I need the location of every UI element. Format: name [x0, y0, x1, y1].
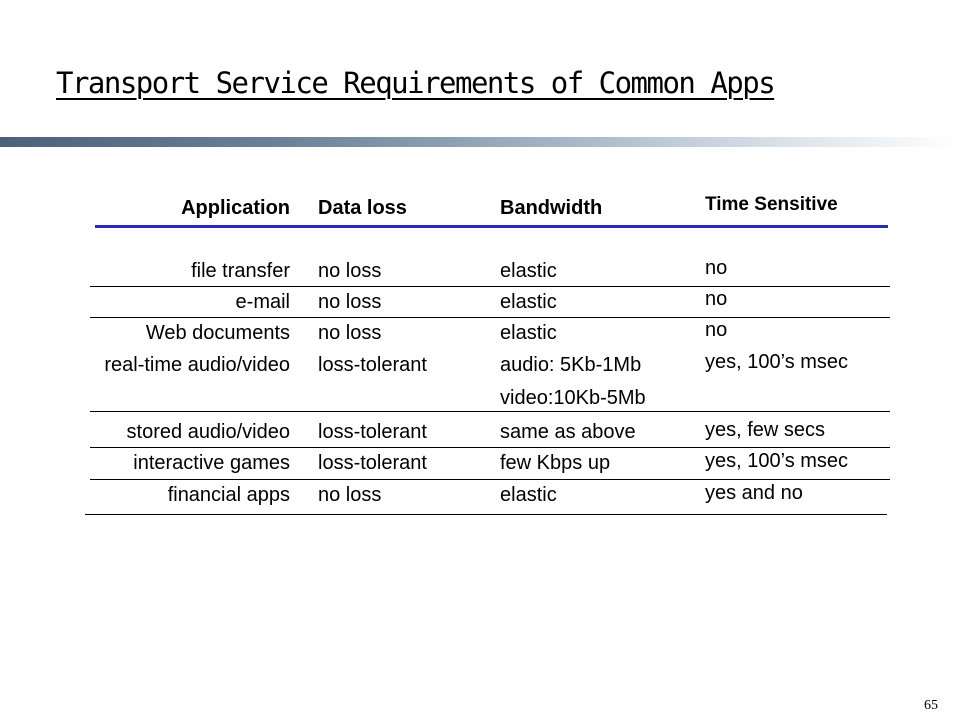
row-time-sensitive: no	[705, 257, 728, 279]
row-time-sensitive: no	[705, 319, 728, 341]
row-divider	[90, 317, 890, 318]
slide-title: Transport Service Requirements of Common Apps	[56, 66, 775, 100]
row-data-loss: no loss	[318, 322, 382, 344]
header-underline	[95, 225, 888, 228]
row-bandwidth: few Kbps up	[500, 452, 611, 474]
row-time-sensitive: yes and no	[705, 482, 803, 504]
header-bandwidth: Bandwidth	[500, 197, 603, 219]
row-application: e-mail	[235, 291, 290, 313]
row-divider	[85, 514, 887, 515]
row-divider	[90, 286, 890, 287]
row-application: Web documents	[145, 322, 290, 344]
header-time-sensitive: Time Sensitive	[705, 194, 838, 215]
row-time-sensitive: no	[705, 288, 728, 310]
row-data-loss: loss-tolerant	[318, 452, 427, 474]
row-application: stored audio/video	[126, 421, 290, 443]
row-bandwidth-line2: video:10Kb-5Mb	[500, 387, 646, 409]
row-bandwidth: elastic	[500, 484, 557, 506]
row-time-sensitive: yes, few secs	[705, 419, 826, 441]
row-time-sensitive: yes, 100’s msec	[705, 351, 849, 373]
row-application: file transfer	[191, 260, 290, 282]
row-bandwidth: elastic	[500, 260, 557, 282]
row-bandwidth: audio: 5Kb-1Mb	[500, 354, 642, 376]
header-application: Application	[181, 197, 290, 219]
row-application: real-time audio/video	[104, 354, 290, 376]
page-number: 65	[924, 698, 938, 713]
title-divider	[0, 137, 960, 147]
row-data-loss: no loss	[318, 260, 382, 282]
row-divider	[90, 447, 890, 448]
row-bandwidth: same as above	[500, 421, 636, 443]
row-time-sensitive: yes, 100’s msec	[705, 450, 849, 472]
row-data-loss: no loss	[318, 291, 382, 313]
row-data-loss: loss-tolerant	[318, 354, 427, 376]
row-bandwidth: elastic	[500, 322, 557, 344]
row-divider	[90, 479, 890, 480]
header-data-loss: Data loss	[318, 197, 407, 219]
row-data-loss: loss-tolerant	[318, 421, 427, 443]
row-application: interactive games	[133, 452, 290, 474]
row-divider	[90, 411, 890, 412]
row-application: financial apps	[167, 484, 290, 506]
row-data-loss: no loss	[318, 484, 382, 506]
row-bandwidth: elastic	[500, 291, 557, 313]
